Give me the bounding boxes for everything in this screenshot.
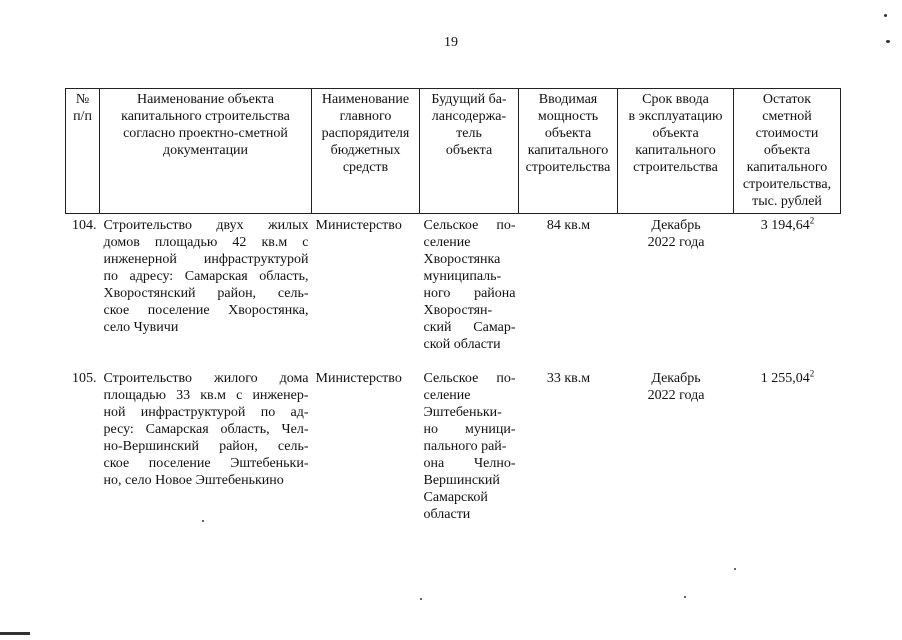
scan-speck <box>420 598 422 600</box>
row-number: 104. <box>72 218 97 233</box>
header-object-name: Наименование объекта капитального строительства согласно проектно-сметной документации <box>100 89 312 214</box>
balance-holder-cell: Сельское по- селение Хворостянка муниципаль- ного района Хворостян- ский Самар- ской области <box>423 218 516 352</box>
deadline-cell: Декабрь 2022 года <box>647 218 705 250</box>
scan-speck <box>684 596 686 598</box>
table-header-row <box>66 89 841 214</box>
capacity-cell: 33 кв.м <box>546 371 591 386</box>
cost-value: 3 194,64 <box>760 218 810 233</box>
object-name-cell: Строительство жилого дома площадью 33 кв.м с инженер- ной инфраструктурой по ад- ресу: Самарская область, Чел- но-Вершинский район, сель- ское поселение Эштебеньки- но, село Новое Эштебенькино <box>103 371 309 488</box>
scan-speck <box>734 568 736 570</box>
page-number: 19 <box>444 35 458 50</box>
header-commissioning-date: Срок ввода в эксплуатацию объекта капитального строительства <box>618 89 734 214</box>
cost-footnote-mark: 2 <box>809 368 815 379</box>
scan-speck <box>886 40 890 43</box>
cost-value: 1 255,04 <box>760 371 810 386</box>
header-capacity: Вводимая мощность объекта капитального строительства <box>519 89 618 214</box>
header-number: № п/п <box>66 89 100 214</box>
balance-holder-cell: Сельское по- селение Эштебеньки- но муници- пального рай- она Челно- Вершинский Самарской области <box>423 371 516 522</box>
scan-speck <box>0 632 30 635</box>
ministry-cell: Министерство <box>315 371 402 386</box>
table-row <box>66 368 841 523</box>
remaining-cost-cell <box>734 368 841 523</box>
object-name-cell: Строительство двух жилых домов площадью 42 кв.м с инженерной инфраструктурой по адресу: Самарская область, Хворостянский район, сель- ское поселение Хворостянка, село Чувичи <box>103 218 309 335</box>
scan-speck <box>884 14 887 17</box>
deadline-cell: Декабрь 2022 года <box>647 371 705 403</box>
table-row <box>66 214 841 369</box>
header-balance-holder: Будущий ба- лансодержа- тель объекта <box>420 89 519 214</box>
scan-speck <box>202 520 204 522</box>
cost-footnote-mark: 2 <box>809 215 815 226</box>
header-remaining-cost: Остаток сметной стоимости объекта капитального строительства, тыс. рублей <box>734 89 841 214</box>
row-number: 105. <box>72 371 97 386</box>
capital-construction-table <box>65 88 841 523</box>
remaining-cost-cell <box>734 214 841 369</box>
capacity-cell: 84 кв.м <box>546 218 591 233</box>
ministry-cell: Министерство <box>315 218 402 233</box>
header-budget-manager: Наименование главного распорядителя бюджетных средств <box>312 89 420 214</box>
